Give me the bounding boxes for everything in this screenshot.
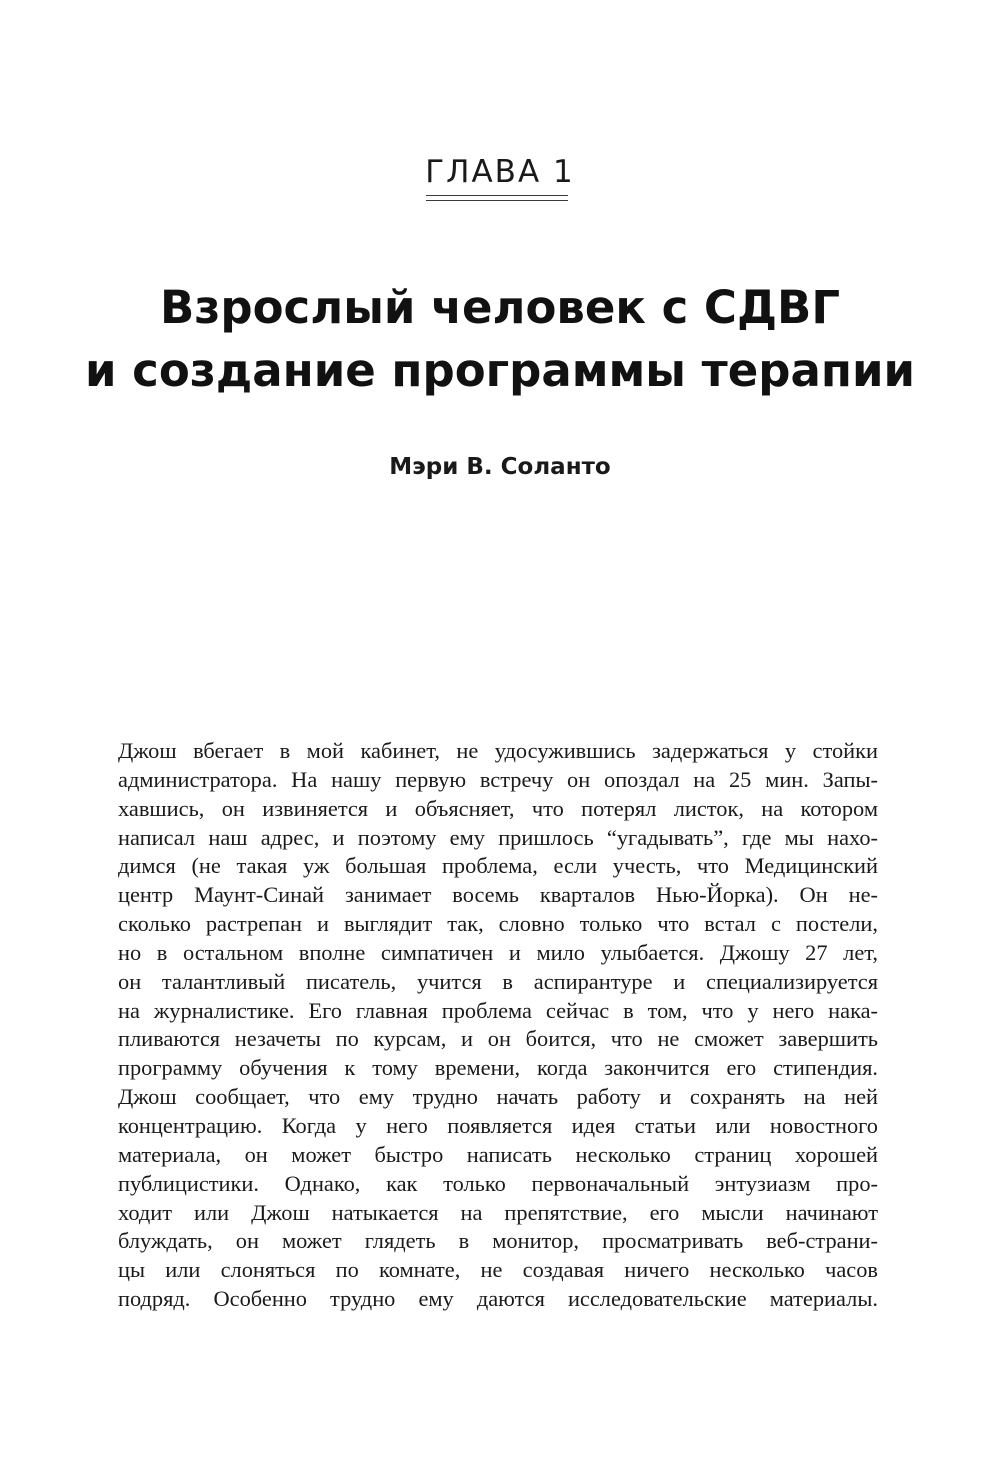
chapter-title-line: Взрослый человек с СДВГ [159, 281, 840, 334]
text-line: он талантливый писатель, учится в аспирантуре и специализируется [118, 968, 878, 994]
text-line: димся (не такая уж большая проблема, если учесть, что Медицинский [118, 853, 878, 879]
chapter-label: ГЛАВА 1 [425, 154, 575, 190]
author-name: Мэри В. Соланто [389, 454, 611, 480]
text-line: сколько растрепан и выглядит так, словно только что встал с постели, [118, 911, 878, 937]
text-line: программу обучения к тому времени, когда закончится его стипендия. [118, 1055, 878, 1081]
body-paragraph [118, 737, 878, 1314]
text-line: центр Маунт-Синай занимает восемь кварталов Нью-Йорка). Он не- [118, 882, 878, 908]
text-line: ходит или Джош натыкается на препятствие, его мысли начинают [118, 1199, 878, 1225]
chapter-title [0, 276, 1000, 402]
chapter-title-line: и создание программы терапии [84, 344, 916, 397]
text-line: написал наш адрес, и поэтому ему пришлось “угадывать”, где мы нахо- [118, 824, 878, 850]
text-line: на журналистике. Его главная проблема сейчас в том, что у него нака- [118, 997, 878, 1023]
chapter-underline [426, 195, 568, 201]
text-line: администратора. На нашу первую встречу он опоздал на 25 мин. Запы- [118, 766, 878, 792]
text-line: хавшись, он извиняется и объясняет, что потерял листок, на котором [118, 795, 878, 821]
text-line: подряд. Особенно трудно ему даются исследовательские материалы. [118, 1286, 878, 1312]
text-line: публицистики. Однако, как только первоначальный энтузиазм про- [118, 1170, 878, 1196]
text-line: Джош вбегает в мой кабинет, не удосужившись задержаться у стойки [118, 738, 878, 763]
text-line: Джош сообщает, что ему трудно начать работу и сохранять на ней [118, 1084, 878, 1110]
text-line: концентрацию. Когда у него появляется идея статьи или новостного [118, 1112, 878, 1138]
text-line: материала, он может быстро написать несколько страниц хорошей [118, 1141, 878, 1167]
text-line: цы или слоняться по комнате, не создавая ничего несколько часов [118, 1257, 878, 1283]
text-line: но в остальном вполне симпатичен и мило улыбается. Джошу 27 лет, [118, 939, 878, 965]
text-line: пливаются незачеты по курсам, и он боится, что не сможет завершить [118, 1026, 878, 1052]
text-line: блуждать, он может глядеть в монитор, просматривать веб-страни- [118, 1228, 878, 1254]
